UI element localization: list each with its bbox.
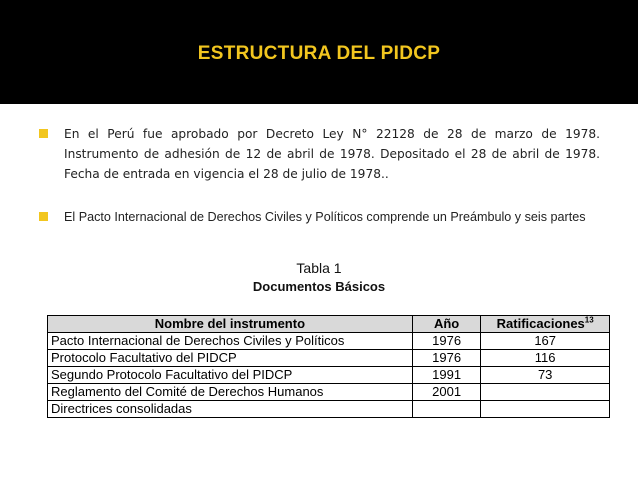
slide-content xyxy=(0,104,638,479)
table-row xyxy=(48,401,610,418)
cell-ratifications xyxy=(481,384,610,401)
slide-title: ESTRUCTURA DEL PIDCP xyxy=(197,43,441,64)
cell-year: 1976 xyxy=(412,350,481,367)
cell-year: 1976 xyxy=(412,333,481,350)
table-header-row xyxy=(48,316,610,333)
table-subtitle: Documentos Básicos xyxy=(252,279,386,294)
cell-ratifications: 116 xyxy=(481,350,610,367)
cell-name: Pacto Internacional de Derechos Civiles y Políticos xyxy=(48,333,413,350)
cell-year: 2001 xyxy=(412,384,481,401)
cell-name: Segundo Protocolo Facultativo del PIDCP xyxy=(48,367,413,384)
table-row xyxy=(48,384,610,401)
cell-name: Reglamento del Comité de Derechos Humanos xyxy=(48,384,413,401)
cell-name: Protocolo Facultativo del PIDCP xyxy=(48,350,413,367)
bullet-text: En el Perú fue aprobado por Decreto Ley N° 22128 de 28 de marzo de 1978. Instrumento de adhesión de 12 de abril de 1978. Depositado el 28 de abril de 1978. Fecha de entrada en vigencia el 28 de julio de 1978.. xyxy=(64,127,600,181)
table-row xyxy=(48,333,610,350)
header-year: Año xyxy=(412,316,481,333)
cell-ratifications: 167 xyxy=(481,333,610,350)
header-name: Nombre del instrumento xyxy=(48,316,413,333)
documents-table xyxy=(47,315,610,418)
header-ratifications-label: Ratificaciones xyxy=(496,316,585,331)
header-ratifications xyxy=(481,316,610,333)
cell-year: 1991 xyxy=(412,367,481,384)
square-bullet-icon xyxy=(39,212,48,221)
table-row xyxy=(48,367,610,384)
slide-header xyxy=(0,0,638,104)
square-bullet-icon xyxy=(39,129,48,138)
table-row xyxy=(48,350,610,367)
cell-name: Directrices consolidadas xyxy=(48,401,413,418)
table-caption: Tabla 1 xyxy=(296,260,342,276)
bullet-item xyxy=(44,207,600,227)
cell-year xyxy=(412,401,481,418)
bullet-item xyxy=(44,124,600,184)
bullet-text: El Pacto Internacional de Derechos Civiles y Políticos comprende un Preámbulo y seis partes xyxy=(64,210,586,224)
footnote-marker: 13 xyxy=(584,315,594,325)
cell-ratifications xyxy=(481,401,610,418)
cell-ratifications: 73 xyxy=(481,367,610,384)
